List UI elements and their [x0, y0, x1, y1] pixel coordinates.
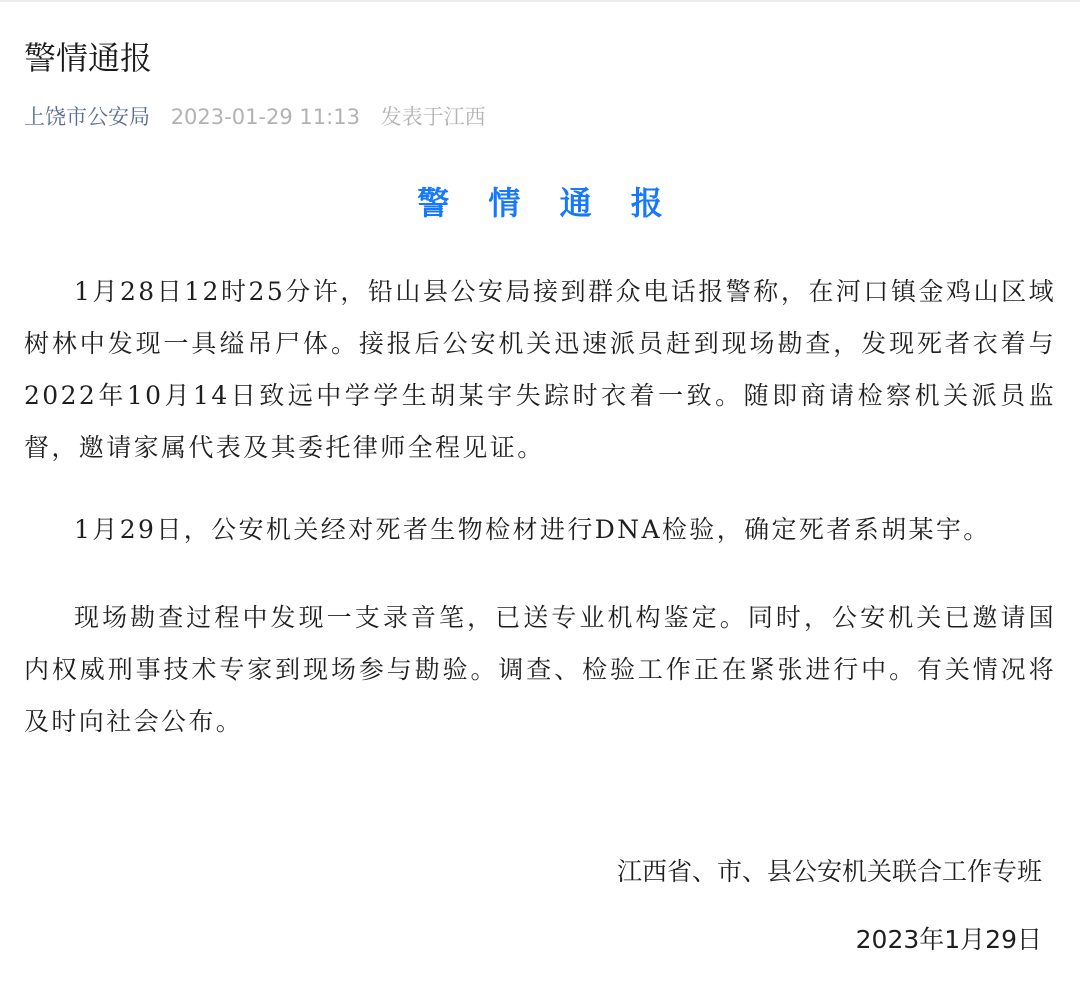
- account-name-link[interactable]: 上饶市公安局: [24, 105, 150, 129]
- signature-date: 2023年1月29日: [855, 925, 1042, 954]
- notice-heading: 警 情 通 报: [417, 184, 677, 222]
- paragraph-3: 现场勘查过程中发现一支录音笔，已送专业机构鉴定。同时，公安机关已邀请国内权威刑事技术专家到现场参与勘验。调查、检验工作正在紧张进行中。有关情况将及时向社会公布。: [24, 603, 1056, 736]
- signature-organization: 江西省、市、县公安机关联合工作专班: [616, 857, 1042, 886]
- paragraph-2: 1月29日，公安机关经对死者生物检材进行DNA检验，确定死者系胡某宇。: [74, 515, 991, 544]
- article-title: 警情通报: [24, 39, 153, 77]
- publish-time: 2023-01-29 11:13: [170, 105, 360, 129]
- top-divider: [0, 0, 1080, 2]
- publish-location: 发表于江西: [380, 105, 486, 129]
- paragraph-1: 1月28日12时25分许，铅山县公安局接到群众电话报警称，在河口镇金鸡山区域树林中发现一具缢吊尸体。接报后公安机关迅速派员赶到现场勘查，发现死者衣着与2022年10月14日致远中学学生胡某宇失踪时衣着一致。随即商请检察机关派员监督，邀请家属代表及其委托律师全程见证。: [24, 277, 1056, 462]
- article-meta: [24, 102, 486, 132]
